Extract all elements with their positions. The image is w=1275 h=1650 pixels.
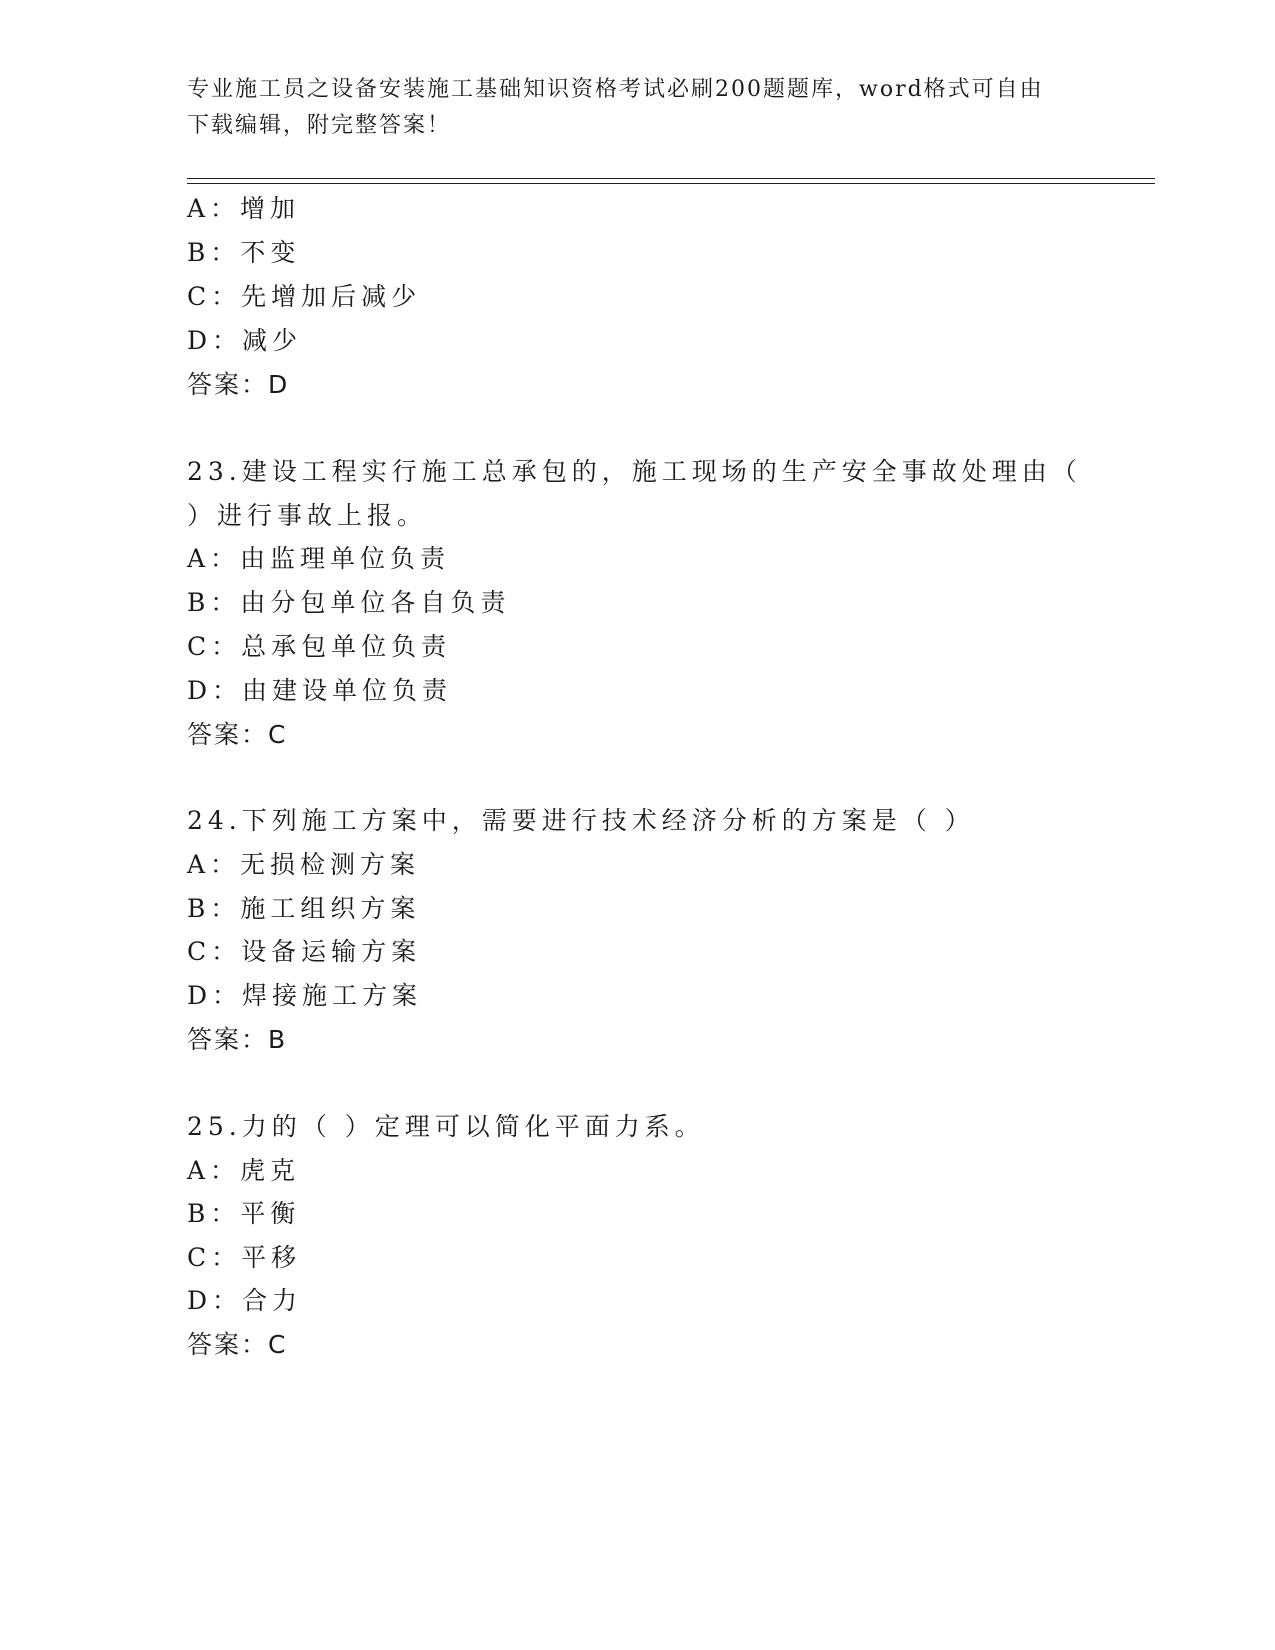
option-b: B：平衡 [187,1199,301,1228]
question-text-line: ）进行事故上报。 [187,501,428,530]
answer-line: 答案：D [187,370,290,399]
option-b: B：由分包单位各自负责 [187,588,511,617]
document-header [187,72,1067,144]
question-text-line: 24.下列施工方案中，需要进行技术经济分析的方案是（ ） [187,806,975,835]
option-d: D：减少 [187,326,303,355]
answer-line: 答案：C [187,720,288,749]
question-text-line: 23.建设工程实行施工总承包的，施工现场的生产安全事故处理由（ [187,457,1082,486]
option-d: D：由建设单位负责 [187,676,453,705]
option-c: C：先增加后减少 [187,282,422,311]
header-line-1: 专业施工员之设备安装施工基础知识资格考试必刷200题题库，word格式可自由 [187,77,1044,102]
option-a: A：增加 [187,194,301,223]
answer-line: 答案：C [187,1330,288,1359]
option-a: A：虎克 [187,1156,301,1185]
option-d: D：合力 [187,1286,303,1315]
header-line-2: 下载编辑，附完整答案！ [187,113,452,138]
option-c: C：设备运输方案 [187,937,422,966]
answer-line: 答案：B [187,1025,288,1054]
option-c: C：总承包单位负责 [187,632,452,661]
question-text-line: 25.力的（ ）定理可以简化平面力系。 [187,1112,705,1141]
header-divider-top [187,178,1155,179]
option-b: B：施工组织方案 [187,894,421,923]
option-c: C：平移 [187,1243,302,1272]
option-a: A：无损检测方案 [187,850,421,879]
option-d: D：焊接施工方案 [187,981,423,1010]
header-divider-bottom [187,183,1155,184]
option-a: A：由监理单位负责 [187,544,451,573]
option-b: B：不变 [187,238,301,267]
